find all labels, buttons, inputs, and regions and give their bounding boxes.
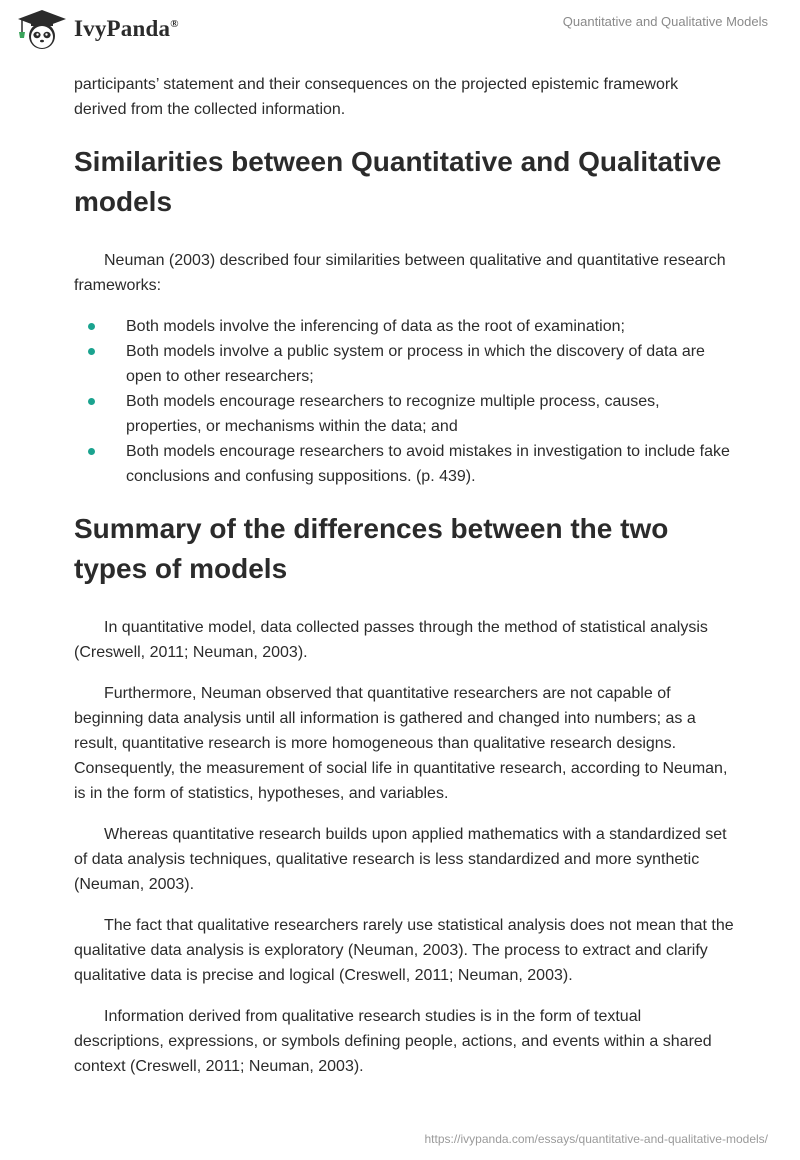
differences-paragraph-2: Furthermore, Neuman observed that quantitative researchers are not capable of beginning data analysis until all information is gathered and changed into numbers; as a result, quantitative research is more homogeneous than qualitative research designs. Consequently, the measurement of social life in quantitative research, according to Neuman, is in the form of statistics, hypotheses, and variables. xyxy=(74,685,728,802)
bullet-dot-icon xyxy=(88,323,95,330)
registered-mark: ® xyxy=(170,18,179,30)
brand-logo[interactable] xyxy=(16,8,179,50)
differences-paragraph-5: Information derived from qualitative research studies is in the form of textual descriptions, expressions, or symbols defining people, actions, and events within a shared context (Creswell, 2011; Neuman, 2003). xyxy=(74,1008,712,1075)
bullet-dot-icon xyxy=(88,448,95,455)
differences-paragraph-4: The fact that qualitative researchers rarely use statistical analysis does not mean that the qualitative data analysis is exploratory (Neuman, 2003). The process to extract and clarify qualitative data is precise and logical (Creswell, 2011; Neuman, 2003). xyxy=(74,917,734,984)
article-body xyxy=(74,72,734,1095)
similarities-lead-paragraph: Neuman (2003) described four similarities between qualitative and quantitative research frameworks: xyxy=(74,252,726,294)
list-item: Both models involve the inferencing of data as the root of examination; xyxy=(74,314,734,339)
differences-paragraph-1: In quantitative model, data collected passes through the method of statistical analysis (Creswell, 2011; Neuman, 2003). xyxy=(74,619,708,661)
bullet-dot-icon xyxy=(88,348,95,355)
document-title: Quantitative and Qualitative Models xyxy=(562,14,768,29)
differences-paragraph-3: Whereas quantitative research builds upon applied mathematics with a standardized set of data analysis techniques, qualitative research is less standardized and more synthetic (Neuman, 2003). xyxy=(74,826,727,893)
bullet-dot-icon xyxy=(88,398,95,405)
page-header xyxy=(0,0,800,60)
panda-graduate-icon xyxy=(16,8,68,50)
brand-name: IvyPanda® xyxy=(74,16,179,41)
section-heading-differences: Summary of the differences between the two types of models xyxy=(74,513,669,584)
similarities-list xyxy=(74,314,734,489)
intro-paragraph: participants’ statement and their consequences on the projected epistemic framework derived from the collected information. xyxy=(74,76,679,118)
list-item: Both models encourage researchers to recognize multiple process, causes, properties, or mechanisms within the data; and xyxy=(74,389,734,439)
list-item: Both models encourage researchers to avoid mistakes in investigation to include fake conclusions and confusing suppositions. (p. 439). xyxy=(74,439,734,489)
section-heading-similarities: Similarities between Quantitative and Qualitative models xyxy=(74,146,722,217)
source-url-link[interactable]: https://ivypanda.com/essays/quantitative-and-qualitative-models/ xyxy=(424,1132,768,1146)
list-item: Both models involve a public system or process in which the discovery of data are open to other researchers; xyxy=(74,339,734,389)
